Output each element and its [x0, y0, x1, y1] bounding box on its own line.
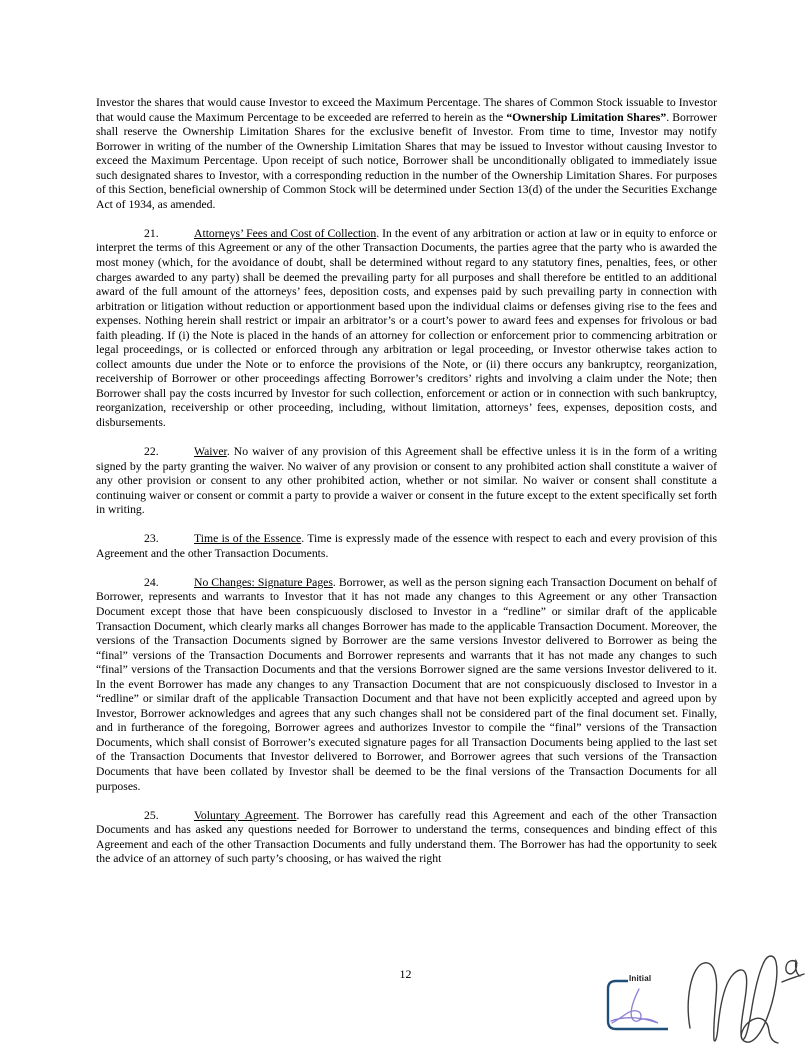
paragraph-heading: No Changes: Signature Pages [194, 575, 333, 589]
paragraph-23: 23. Time is of the Essence. Time is expressly made of the essence with respect to each and every provision of this Agreement and the other Transaction Documents. [96, 532, 717, 560]
paragraph-heading: Attorneys’ Fees and Cost of Collection [194, 226, 377, 240]
paragraph-24: 24. No Changes: Signature Pages. Borrower, as well as the person signing each Transaction Document on behalf of Borrower, represents and warrants to Investor that it has not made any changes to this Agreement or any other Transaction Document except those that have been conspicuously disclosed to Investor in a “redline” or similar draft of the applicable Transaction Document, which clearly marks all changes Borrower has made to the applicable Transaction Document. Moreover, the versions of the Transaction Documents signed by Borrower are the same versions Investor delivered to Borrower as being the “final” versions of the Transaction Documents and Borrower represents and warrants that it has not made any changes to such “final” versions of the Transaction Documents and that the versions Borrower signed are the same versions Investor delivered to it. In the event Borrower has made any changes to any Transaction Document that are not conspicuously disclosed to Investor in a “redline” or similar draft of the applicable Transaction Document and that have not been explicitly accepted and agreed upon by Investor, Borrower acknowledges and agrees that any such changes shall not be considered part of the final document set. Finally, and in furtherance of the foregoing, Borrower agrees and authorizes Investor to compile the “final” versions of the Transaction Documents, which shall consist of Borrower’s executed signature pages for all Transaction Documents being applied to the last set of the Transaction Documents that Investor delivered to Borrower, and Borrower agrees that such versions of the Transaction Documents that have been collated by Investor shall be deemed to be the final versions of the Transaction Documents for all purposes. [96, 575, 718, 793]
paragraph-number: 24. [144, 575, 159, 589]
paragraph-number: 22. [144, 445, 159, 459]
paragraph-text: Investor the shares that would cause Investor to exceed the Maximum Percentage. The shares of Common Stock issuable to Investor that would cause the Maximum Percentage to be exceeded are referred to herein as the [96, 96, 717, 124]
signature-a-stroke [786, 961, 800, 976]
signature-icon [682, 950, 811, 1050]
paragraph-22: 22. Waiver. No waiver of any provision of this Agreement shall be effective unless it is in the form of a writing signed by the party granting the waiver. No waiver of any provision or consent to any prohibited action shall constitute a waiver of any other provision or consent to any other prohibited action, whether or not similar. No waiver or consent shall constitute a continuing waiver or consent or commit a party to provide a waiver or consent in the future except to the extent specifically set forth in writing. [96, 445, 717, 517]
signature-underline-stroke [782, 974, 804, 982]
page-number: 12 [399, 967, 412, 981]
initial-field-box [602, 974, 670, 1038]
paragraph-25: 25. Voluntary Agreement. The Borrower has carefully read this Agreement and each of the other Transaction Documents and has asked any questions needed for Borrower to understand the terms, consequences and binding effect of this Agreement and each of the other Transaction Documents and fully understand them. The Borrower has had the opportunity to seek the advice of an attorney of such party’s choosing, or has waived the right [96, 808, 717, 866]
signature-m-stroke [688, 956, 778, 1043]
document-body [96, 96, 717, 881]
initial-field[interactable] [602, 974, 670, 1038]
paragraph-heading: Time is of the Essence [194, 532, 302, 546]
paragraph-number: 21. [144, 226, 159, 240]
initial-box-border [608, 981, 668, 1029]
paragraph-number: 23. [144, 532, 159, 546]
paragraph-21: 21. Attorneys’ Fees and Cost of Collection. In the event of any arbitration or action at law or in equity to enforce or interpret the terms of this Agreement or any of the other Transaction Documents, the parties agree that the party who is awarded the most money (which, for the avoidance of doubt, shall be determined without regard to any statutory fines, penalties, fees, or other charges awarded to any party) shall be deemed the prevailing party for all purposes and shall therefore be entitled to an additional award of the full amount of the attorneys’ fees, deposition costs, and expenses paid by such prevailing party in connection with arbitration or litigation without reduction or apportionment based upon the individual claims or defenses giving rise to the fees and expenses. Nothing herein shall restrict or impair an arbitrator’s or a court’s power to award fees and expenses for frivolous or bad faith pleading. If (i) the Note is placed in the hands of an attorney for collection or enforcement prior to commencing arbitration or legal proceedings, or is collected or enforced through any arbitration or legal proceeding, or Investor otherwise takes action to collect amounts due under the Note or to enforce the provisions of the Note, or (ii) there occurs any bankruptcy, reorganization, receivership of Borrower or other proceedings affecting Borrower’s creditors’ rights and involving a claim under the Note; then Borrower shall pay the costs incurred by Investor for such collection, enforcement or action or in connection with such bankruptcy, reorganization, receivership or other proceeding, including, without limitation, attorneys’ fees, expenses, deposition costs, and disbursements. [96, 226, 717, 429]
paragraph-text: . Borrower shall reserve the Ownership Limitation Shares for the exclusive benefit of Investor. From time to time, Investor may notify Borrower in writing of the number of the Ownership Limitation Shares that may be issued to Investor without causing Investor to exceed the Maximum Percentage. Upon receipt of such notice, Borrower shall be unconditionally obligated to immediately issue such designated shares to Investor, with a corresponding reduction in the number of the Ownership Limitation Shares. For purposes of this Section, beneficial ownership of Common Stock will be determined under Section 13(d) of the under the Securities Exchange Act of 1934, as amended. [96, 110, 717, 211]
initial-field-label: Initial [629, 974, 652, 983]
paragraph-heading: Voluntary Agreement [194, 808, 297, 822]
paragraph-continuation [96, 96, 717, 212]
handwritten-initials [682, 950, 811, 1050]
defined-term: “Ownership Limitation Shares” [506, 110, 667, 124]
paragraph-number: 25. [144, 808, 159, 822]
paragraph-heading: Waiver [194, 445, 227, 459]
